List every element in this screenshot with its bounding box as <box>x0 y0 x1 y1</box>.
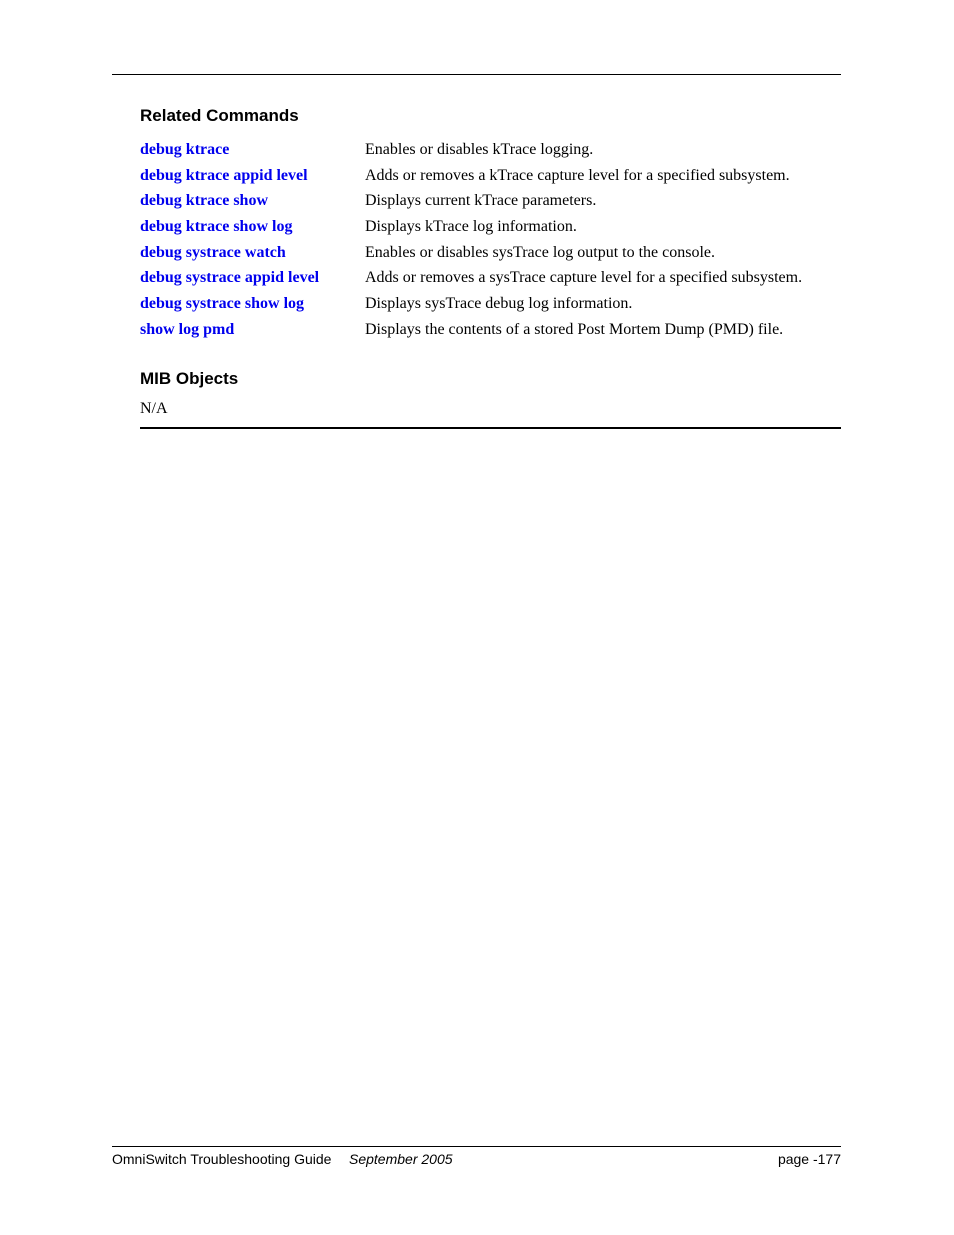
command-description: Displays kTrace log information. <box>365 218 577 236</box>
command-description: Adds or removes a sysTrace capture level for a specified subsystem. <box>365 269 803 287</box>
command-description: Adds or removes a kTrace capture level for a specified subsystem. <box>365 166 790 184</box>
command-link-debug-systrace-watch[interactable]: debug systrace watch <box>140 243 286 261</box>
command-row <box>140 218 840 244</box>
command-link-debug-systrace-appid-level[interactable]: debug systrace appid level <box>140 269 320 287</box>
footer-guide-title: OmniSwitch Troubleshooting Guide <box>112 1151 332 1167</box>
command-link-debug-systrace-show-log[interactable]: debug systrace show log <box>140 295 305 313</box>
mib-objects-heading: MIB Objects <box>140 369 239 388</box>
header-rule <box>112 74 841 75</box>
related-commands-list <box>140 141 840 347</box>
command-link-show-log-pmd[interactable]: show log pmd <box>140 320 235 338</box>
command-row <box>140 141 840 167</box>
command-row <box>140 167 840 193</box>
command-description: Enables or disables kTrace logging. <box>365 141 594 158</box>
command-description: Displays the contents of a stored Post Mortem Dump (PMD) file. <box>365 320 784 338</box>
command-row <box>140 244 840 270</box>
command-row <box>140 321 840 347</box>
footer-page-number: page -177 <box>777 1151 841 1167</box>
command-row <box>140 269 840 295</box>
command-description: Enables or disables sysTrace log output to the console. <box>365 243 716 261</box>
footer-rule <box>112 1146 841 1147</box>
command-link-debug-ktrace-appid-level[interactable]: debug ktrace appid level <box>140 166 308 184</box>
command-link-debug-ktrace-show[interactable]: debug ktrace show <box>140 192 269 210</box>
command-description: Displays sysTrace debug log information. <box>365 295 633 313</box>
command-link-debug-ktrace[interactable]: debug ktrace <box>140 141 230 158</box>
mib-objects-value: N/A <box>140 400 168 417</box>
section-end-rule <box>140 427 841 429</box>
related-commands-heading: Related Commands <box>140 106 299 125</box>
command-row <box>140 295 840 321</box>
command-row <box>140 192 840 218</box>
command-link-debug-ktrace-show-log[interactable]: debug ktrace show log <box>140 218 293 236</box>
footer-date: September 2005 <box>349 1151 453 1167</box>
command-description: Displays current kTrace parameters. <box>365 192 597 210</box>
